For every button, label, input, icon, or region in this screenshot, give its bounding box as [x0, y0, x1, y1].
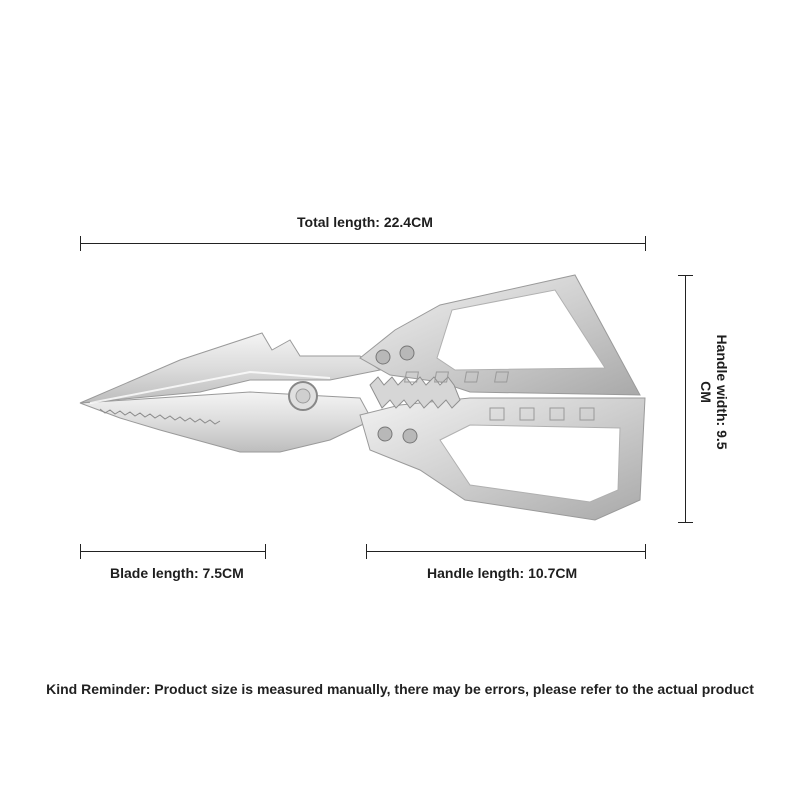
handle-width-label: Handle width: 9.5 CM: [698, 334, 730, 450]
upper-blade: [80, 333, 380, 403]
lower-blade: [80, 392, 372, 452]
rivet-lower-1: [378, 427, 392, 441]
rivet-lower-2: [403, 429, 417, 443]
total-length-label: Total length: 22.4CM: [297, 214, 433, 230]
rivet-upper-1: [376, 350, 390, 364]
rivet-upper-2: [400, 346, 414, 360]
kind-reminder-note: Kind Reminder: Product size is measured manually, there may be errors, please refer to the actual product: [46, 681, 754, 697]
handle-length-label: Handle length: 10.7CM: [427, 565, 578, 581]
blade-length-label: Blade length: 7.5CM: [110, 565, 244, 581]
